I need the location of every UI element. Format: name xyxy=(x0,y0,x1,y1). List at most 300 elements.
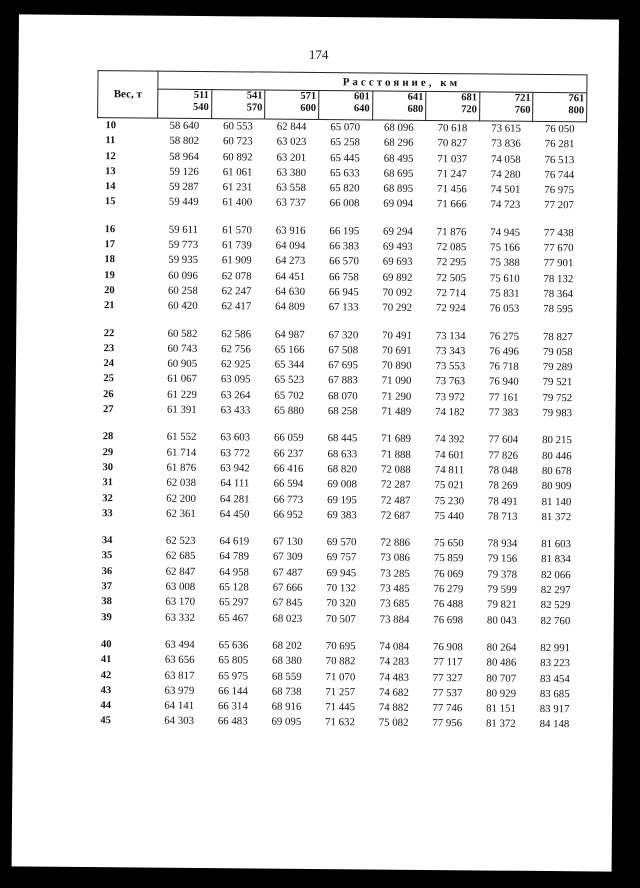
cost-cell: 61 570 xyxy=(222,223,252,237)
cost-cell: 61 061 xyxy=(222,166,253,179)
cost-cell: 69 757 xyxy=(326,551,357,564)
cost-cell: 77 161 xyxy=(488,391,519,404)
cost-cell: 68 916 xyxy=(271,700,302,713)
cost-cell: 68 495 xyxy=(383,152,414,165)
distance-range-header xyxy=(318,91,372,120)
cost-cell: 75 082 xyxy=(378,716,409,730)
cost-cell: 65 070 xyxy=(330,121,361,134)
cost-cell: 75 831 xyxy=(489,287,520,300)
cost-cell: 74 501 xyxy=(490,183,521,196)
cost-cell: 63 817 xyxy=(164,669,195,682)
cost-cell: 65 467 xyxy=(218,611,249,625)
cost-cell: 64 303 xyxy=(164,715,195,728)
range-from: 511 xyxy=(193,89,209,102)
cost-cell: 63 170 xyxy=(165,595,196,609)
cost-cell: 77 117 xyxy=(433,656,463,669)
cost-cell: 82 760 xyxy=(540,614,571,627)
cost-cell: 76 069 xyxy=(433,567,464,581)
cost-cell: 60 723 xyxy=(222,135,253,148)
cost-cell: 74 601 xyxy=(434,448,465,461)
cost-cell: 77 327 xyxy=(432,671,463,684)
cost-cell: 77 746 xyxy=(432,702,463,715)
cost-cell: 62 756 xyxy=(221,343,251,356)
cost-cell: 65 880 xyxy=(274,404,305,417)
cost-cell: 79 599 xyxy=(487,583,517,596)
cost-cell: 68 695 xyxy=(383,167,414,180)
cost-cell: 59 611 xyxy=(168,223,199,236)
cost-cell: 71 037 xyxy=(437,152,468,165)
cost-cell: 75 166 xyxy=(490,241,520,254)
cost-cell: 72 886 xyxy=(380,536,411,549)
cost-cell: 70 507 xyxy=(326,612,356,625)
cost-cell: 63 332 xyxy=(165,611,195,624)
cost-cell: 76 975 xyxy=(544,184,575,197)
weight-cell: 44 xyxy=(100,700,112,712)
cost-cell: 78 132 xyxy=(543,272,574,285)
cost-cell: 64 789 xyxy=(219,550,250,563)
cost-cell: 63 603 xyxy=(220,431,251,444)
distance-range-header xyxy=(211,90,265,119)
weight-cell: 35 xyxy=(101,550,113,562)
cost-cell: 77 383 xyxy=(488,406,519,419)
cost-cell: 70 827 xyxy=(437,137,468,150)
cost-cell: 76 744 xyxy=(544,168,575,182)
range-to: 570 xyxy=(246,102,263,114)
cost-cell: 59 126 xyxy=(169,165,199,178)
cost-cell: 68 820 xyxy=(327,463,358,476)
cost-cell: 71 257 xyxy=(325,685,356,699)
cost-cell: 70 092 xyxy=(382,286,413,299)
cost-cell: 69 945 xyxy=(326,566,357,580)
weight-cell: 15 xyxy=(104,196,116,208)
cost-cell: 64 809 xyxy=(275,300,305,314)
cost-cell: 64 630 xyxy=(275,285,306,298)
cost-cell: 59 773 xyxy=(168,238,199,252)
cost-cell: 67 487 xyxy=(272,566,303,579)
cost-cell: 62 417 xyxy=(221,300,252,313)
cost-cell: 79 752 xyxy=(542,391,573,404)
cost-cell: 77 207 xyxy=(544,199,574,212)
cost-cell: 65 805 xyxy=(218,654,249,667)
cost-cell: 82 529 xyxy=(540,599,571,612)
cost-cell: 62 925 xyxy=(220,358,251,371)
cost-cell: 78 595 xyxy=(543,303,574,316)
cost-cell: 74 182 xyxy=(435,406,465,419)
cost-cell: 66 314 xyxy=(218,700,248,713)
cost-cell: 63 494 xyxy=(164,638,195,651)
cost-cell: 63 023 xyxy=(276,135,307,149)
cost-cell: 74 483 xyxy=(379,671,409,684)
cost-cell: 76 718 xyxy=(489,360,519,373)
cost-cell: 68 070 xyxy=(327,389,358,403)
cost-cell: 67 130 xyxy=(273,535,303,549)
cost-cell: 61 909 xyxy=(221,254,252,267)
cost-cell: 62 361 xyxy=(166,507,196,520)
weight-cell: 27 xyxy=(103,404,114,416)
cost-cell: 66 758 xyxy=(329,270,359,284)
cost-cell: 65 523 xyxy=(274,374,305,387)
cost-cell: 78 934 xyxy=(487,537,518,550)
cost-cell: 60 553 xyxy=(223,120,253,133)
cost-cell: 69 493 xyxy=(382,240,413,253)
range-to: 720 xyxy=(461,104,477,116)
cost-cell: 74 882 xyxy=(378,701,409,714)
cost-cell: 71 090 xyxy=(381,375,412,388)
distance-column-header: Расстояние, км xyxy=(158,71,587,93)
cost-cell: 73 285 xyxy=(380,567,410,580)
weight-column-header: Вес, т xyxy=(98,71,158,119)
cost-cell: 61 391 xyxy=(166,403,197,416)
cost-cell: 66 945 xyxy=(328,286,359,299)
cost-cell: 60 258 xyxy=(168,284,198,297)
cost-cell: 74 723 xyxy=(490,198,521,212)
cost-cell: 74 283 xyxy=(379,655,410,669)
weight-cell: 26 xyxy=(103,388,114,400)
table-row xyxy=(92,713,581,733)
cost-cell: 70 691 xyxy=(381,344,412,357)
weight-cell: 45 xyxy=(100,715,111,727)
cost-cell: 63 942 xyxy=(220,462,250,475)
cost-cell: 77 826 xyxy=(488,449,519,462)
cost-cell: 69 892 xyxy=(382,271,413,284)
cost-cell: 71 666 xyxy=(436,198,467,211)
weight-cell: 37 xyxy=(101,581,113,593)
cost-cell: 63 380 xyxy=(276,166,307,179)
distance-range-header xyxy=(533,92,587,121)
range-from: 721 xyxy=(514,92,531,104)
cost-cell: 76 275 xyxy=(489,330,520,343)
cost-cell: 65 636 xyxy=(218,639,249,652)
weight-cell: 40 xyxy=(100,639,112,651)
cost-cell: 64 273 xyxy=(275,255,306,268)
cost-cell: 62 200 xyxy=(166,492,197,505)
cost-cell: 80 929 xyxy=(486,687,517,700)
cost-cell: 70 695 xyxy=(325,639,356,653)
cost-cell: 73 972 xyxy=(435,390,466,404)
cost-cell: 64 094 xyxy=(275,239,306,252)
range-from: 571 xyxy=(300,90,317,102)
cost-cell: 71 632 xyxy=(325,716,355,729)
cost-cell: 83 917 xyxy=(539,703,570,716)
weight-cell: 25 xyxy=(103,373,114,385)
cost-cell: 74 058 xyxy=(490,153,521,166)
cost-cell: 65 633 xyxy=(329,166,360,180)
cost-cell: 76 496 xyxy=(489,345,520,358)
cost-cell: 81 151 xyxy=(486,702,516,715)
cost-cell: 63 433 xyxy=(220,404,251,417)
cost-cell: 68 023 xyxy=(272,612,303,625)
cost-cell: 76 940 xyxy=(488,375,519,389)
cost-cell: 71 290 xyxy=(381,390,412,403)
cost-cell: 74 682 xyxy=(379,686,409,699)
cost-cell: 65 297 xyxy=(218,596,249,609)
cost-cell: 69 294 xyxy=(383,225,413,238)
cost-cell: 77 901 xyxy=(543,257,574,270)
cost-cell: 69 693 xyxy=(382,255,413,269)
cost-cell: 72 714 xyxy=(436,287,466,300)
weight-cell: 42 xyxy=(100,669,112,681)
distance-range-header xyxy=(426,91,480,120)
cost-cell: 72 487 xyxy=(380,494,411,507)
cost-cell: 62 523 xyxy=(165,534,196,548)
weight-cell: 21 xyxy=(103,300,115,312)
page-number: 174 xyxy=(308,46,329,63)
cost-cell: 60 420 xyxy=(167,299,198,313)
cost-cell: 65 702 xyxy=(274,389,305,402)
cost-cell: 77 604 xyxy=(488,433,519,447)
cost-cell: 61 231 xyxy=(222,181,253,194)
cost-cell: 71 876 xyxy=(436,225,467,239)
cost-cell: 78 364 xyxy=(543,287,574,301)
cost-cell: 73 836 xyxy=(491,137,521,151)
cost-cell: 67 309 xyxy=(272,551,303,564)
cost-cell: 80 707 xyxy=(486,671,517,685)
cost-cell: 64 111 xyxy=(220,477,250,490)
cost-cell: 66 008 xyxy=(329,197,360,210)
cost-cell: 82 991 xyxy=(540,641,571,655)
weight-cell: 33 xyxy=(102,507,113,520)
cost-cell: 60 743 xyxy=(167,342,198,355)
cost-cell: 78 269 xyxy=(488,479,518,492)
cost-cell: 75 021 xyxy=(434,479,465,492)
cost-cell: 78 048 xyxy=(488,464,519,477)
weight-cell: 34 xyxy=(101,535,113,547)
cost-cell: 75 440 xyxy=(434,509,464,523)
cost-cell: 76 053 xyxy=(489,302,520,316)
weight-cell: 32 xyxy=(102,492,113,504)
cost-cell: 81 834 xyxy=(541,553,571,566)
cost-cell: 72 295 xyxy=(436,256,467,269)
cost-cell: 70 292 xyxy=(382,301,413,315)
cost-cell: 77 438 xyxy=(543,226,574,240)
cost-cell: 79 521 xyxy=(542,376,573,389)
cost-cell: 64 450 xyxy=(219,507,250,521)
weight-cell: 29 xyxy=(102,446,114,458)
range-from: 601 xyxy=(354,91,370,103)
cost-cell: 70 132 xyxy=(326,582,357,595)
cost-cell: 80 043 xyxy=(486,614,517,627)
cost-cell: 62 847 xyxy=(165,565,196,578)
cost-cell: 71 456 xyxy=(437,183,467,196)
cost-cell: 71 445 xyxy=(325,701,356,714)
cost-cell: 67 883 xyxy=(328,374,358,387)
range-to: 680 xyxy=(407,103,424,115)
cost-cell: 81 372 xyxy=(541,510,572,524)
cost-cell: 59 935 xyxy=(168,254,199,267)
cost-cell: 79 821 xyxy=(487,598,517,612)
cost-cell: 74 084 xyxy=(379,640,410,653)
cost-cell: 73 086 xyxy=(380,551,410,565)
cost-cell: 70 882 xyxy=(325,655,356,668)
cost-cell: 65 128 xyxy=(219,581,249,594)
cost-cell: 75 230 xyxy=(434,494,465,507)
distance-range-header xyxy=(372,91,426,120)
weight-cell: 41 xyxy=(100,654,112,666)
cost-cell: 63 772 xyxy=(220,446,251,460)
range-from: 541 xyxy=(246,90,263,102)
cost-cell: 63 201 xyxy=(276,151,307,164)
cost-cell: 73 615 xyxy=(491,122,521,135)
weight-cell: 36 xyxy=(101,565,113,577)
cost-cell: 79 289 xyxy=(542,361,573,374)
weight-cell: 18 xyxy=(104,254,115,266)
range-to: 600 xyxy=(300,102,317,114)
weight-cell: 19 xyxy=(104,269,115,281)
range-from: 641 xyxy=(407,91,424,103)
weight-cell: 28 xyxy=(102,431,114,443)
cost-cell: 73 685 xyxy=(379,597,410,611)
cost-cell: 60 582 xyxy=(167,327,198,340)
cost-cell: 64 451 xyxy=(275,270,306,283)
cost-cell: 79 058 xyxy=(542,345,573,359)
cost-cell: 66 144 xyxy=(218,684,248,698)
cost-cell: 69 570 xyxy=(326,536,357,549)
weight-cell: 10 xyxy=(105,120,117,132)
weight-cell: 39 xyxy=(101,611,112,623)
cost-cell: 63 264 xyxy=(220,388,251,402)
cost-cell: 68 296 xyxy=(383,136,414,150)
cost-cell: 76 281 xyxy=(544,138,575,151)
cost-cell: 82 066 xyxy=(540,568,571,581)
weight-cell: 17 xyxy=(104,239,116,251)
range-to: 640 xyxy=(353,103,370,115)
cost-cell: 66 952 xyxy=(273,508,304,521)
range-to: 540 xyxy=(193,101,209,114)
cost-cell: 58 802 xyxy=(169,134,200,148)
cost-cell: 84 148 xyxy=(539,718,570,731)
cost-cell: 72 085 xyxy=(436,241,467,254)
cost-cell: 65 166 xyxy=(274,343,305,356)
cost-cell: 62 247 xyxy=(221,285,252,298)
cost-cell: 73 343 xyxy=(435,344,466,358)
distance-range-header-row xyxy=(98,89,587,122)
cost-cell: 75 650 xyxy=(433,537,464,550)
cost-cell: 64 281 xyxy=(219,492,250,505)
cost-cell: 68 380 xyxy=(272,654,302,668)
cost-cell: 68 738 xyxy=(271,685,302,698)
cost-cell: 62 844 xyxy=(276,120,307,133)
cost-cell: 61 739 xyxy=(222,239,252,252)
cost-cell: 66 570 xyxy=(329,255,359,268)
cost-cell: 67 320 xyxy=(328,328,359,341)
cost-cell: 62 038 xyxy=(166,476,197,490)
cost-cell: 65 975 xyxy=(218,669,249,682)
cost-cell: 65 820 xyxy=(329,182,360,195)
cost-cell: 79 983 xyxy=(542,407,573,420)
cost-cell: 75 388 xyxy=(490,256,520,270)
cost-cell: 76 908 xyxy=(433,640,463,654)
cost-cell: 65 445 xyxy=(330,151,360,164)
weight-cell: 43 xyxy=(100,684,112,697)
cost-cell: 67 133 xyxy=(328,301,359,314)
cost-cell: 68 096 xyxy=(383,121,414,134)
cost-cell: 72 088 xyxy=(380,463,411,476)
cost-cell: 74 945 xyxy=(490,226,521,239)
cost-cell: 63 558 xyxy=(276,181,306,195)
cost-cell: 58 964 xyxy=(169,150,199,163)
tariff-table xyxy=(92,70,588,733)
cost-cell: 63 008 xyxy=(165,580,196,593)
cost-cell: 67 845 xyxy=(272,596,303,610)
cost-cell: 72 287 xyxy=(380,478,411,492)
cost-cell: 80 215 xyxy=(542,434,572,447)
cost-cell: 71 489 xyxy=(381,405,412,418)
cost-cell: 70 618 xyxy=(437,122,468,135)
cost-cell: 80 264 xyxy=(486,641,517,654)
cost-cell: 70 491 xyxy=(382,329,412,342)
cost-cell: 61 876 xyxy=(166,461,197,474)
cost-cell: 60 096 xyxy=(168,269,198,282)
weight-cell: 22 xyxy=(103,327,115,339)
cost-cell: 61 400 xyxy=(222,196,253,209)
table-body xyxy=(92,118,586,733)
distance-range-header xyxy=(158,89,212,118)
distance-range-header xyxy=(479,92,533,121)
weight-cell: 38 xyxy=(101,596,112,608)
cost-cell: 68 202 xyxy=(272,639,302,652)
cost-cell: 80 486 xyxy=(486,656,517,669)
cost-cell: 62 078 xyxy=(221,269,252,283)
cost-cell: 77 956 xyxy=(432,717,463,730)
cost-cell: 80 909 xyxy=(541,480,572,493)
cost-cell: 66 416 xyxy=(273,462,304,475)
cost-cell: 63 979 xyxy=(164,684,195,697)
cost-cell: 77 670 xyxy=(543,242,574,255)
cost-cell: 68 895 xyxy=(383,182,414,196)
cost-cell: 77 537 xyxy=(432,686,463,700)
cost-cell: 81 372 xyxy=(485,717,516,731)
cost-cell: 76 513 xyxy=(544,153,575,166)
cost-cell: 79 156 xyxy=(487,552,518,566)
cost-cell: 63 916 xyxy=(275,224,306,237)
cost-cell: 72 687 xyxy=(380,509,411,522)
cost-cell: 83 223 xyxy=(540,657,570,670)
cost-cell: 64 141 xyxy=(164,699,195,713)
weight-cell: 14 xyxy=(104,181,116,193)
cost-cell: 76 488 xyxy=(433,598,464,611)
cost-cell: 59 449 xyxy=(168,196,199,209)
distance-range-header xyxy=(265,90,319,119)
cost-cell: 73 884 xyxy=(379,613,410,626)
cost-cell: 71 070 xyxy=(325,670,356,683)
cost-cell: 71 888 xyxy=(381,448,411,461)
weight-cell: 20 xyxy=(104,285,115,297)
cost-cell: 66 773 xyxy=(273,493,304,506)
cost-cell: 83 454 xyxy=(540,672,570,685)
cost-cell: 66 237 xyxy=(273,447,304,460)
cost-cell: 69 008 xyxy=(327,478,358,491)
cost-cell: 74 392 xyxy=(434,433,465,446)
cost-cell: 63 737 xyxy=(276,197,306,210)
cost-cell: 66 483 xyxy=(217,715,248,728)
cost-cell: 73 763 xyxy=(435,375,466,388)
range-to: 760 xyxy=(514,104,531,116)
cost-cell: 68 258 xyxy=(327,405,358,418)
cost-cell: 79 378 xyxy=(487,568,518,581)
cost-cell: 68 633 xyxy=(327,447,358,460)
cost-cell: 72 924 xyxy=(435,302,466,315)
weight-cell: 31 xyxy=(102,477,113,489)
cost-cell: 62 586 xyxy=(221,327,252,340)
cost-cell: 61 229 xyxy=(167,388,197,401)
weight-cell: 12 xyxy=(105,150,116,162)
weight-cell: 16 xyxy=(104,223,116,236)
range-from: 761 xyxy=(568,93,585,105)
cost-cell: 70 320 xyxy=(326,597,356,610)
cost-cell: 68 559 xyxy=(271,670,302,683)
range-from: 681 xyxy=(461,92,478,104)
cost-cell: 78 827 xyxy=(542,330,573,343)
